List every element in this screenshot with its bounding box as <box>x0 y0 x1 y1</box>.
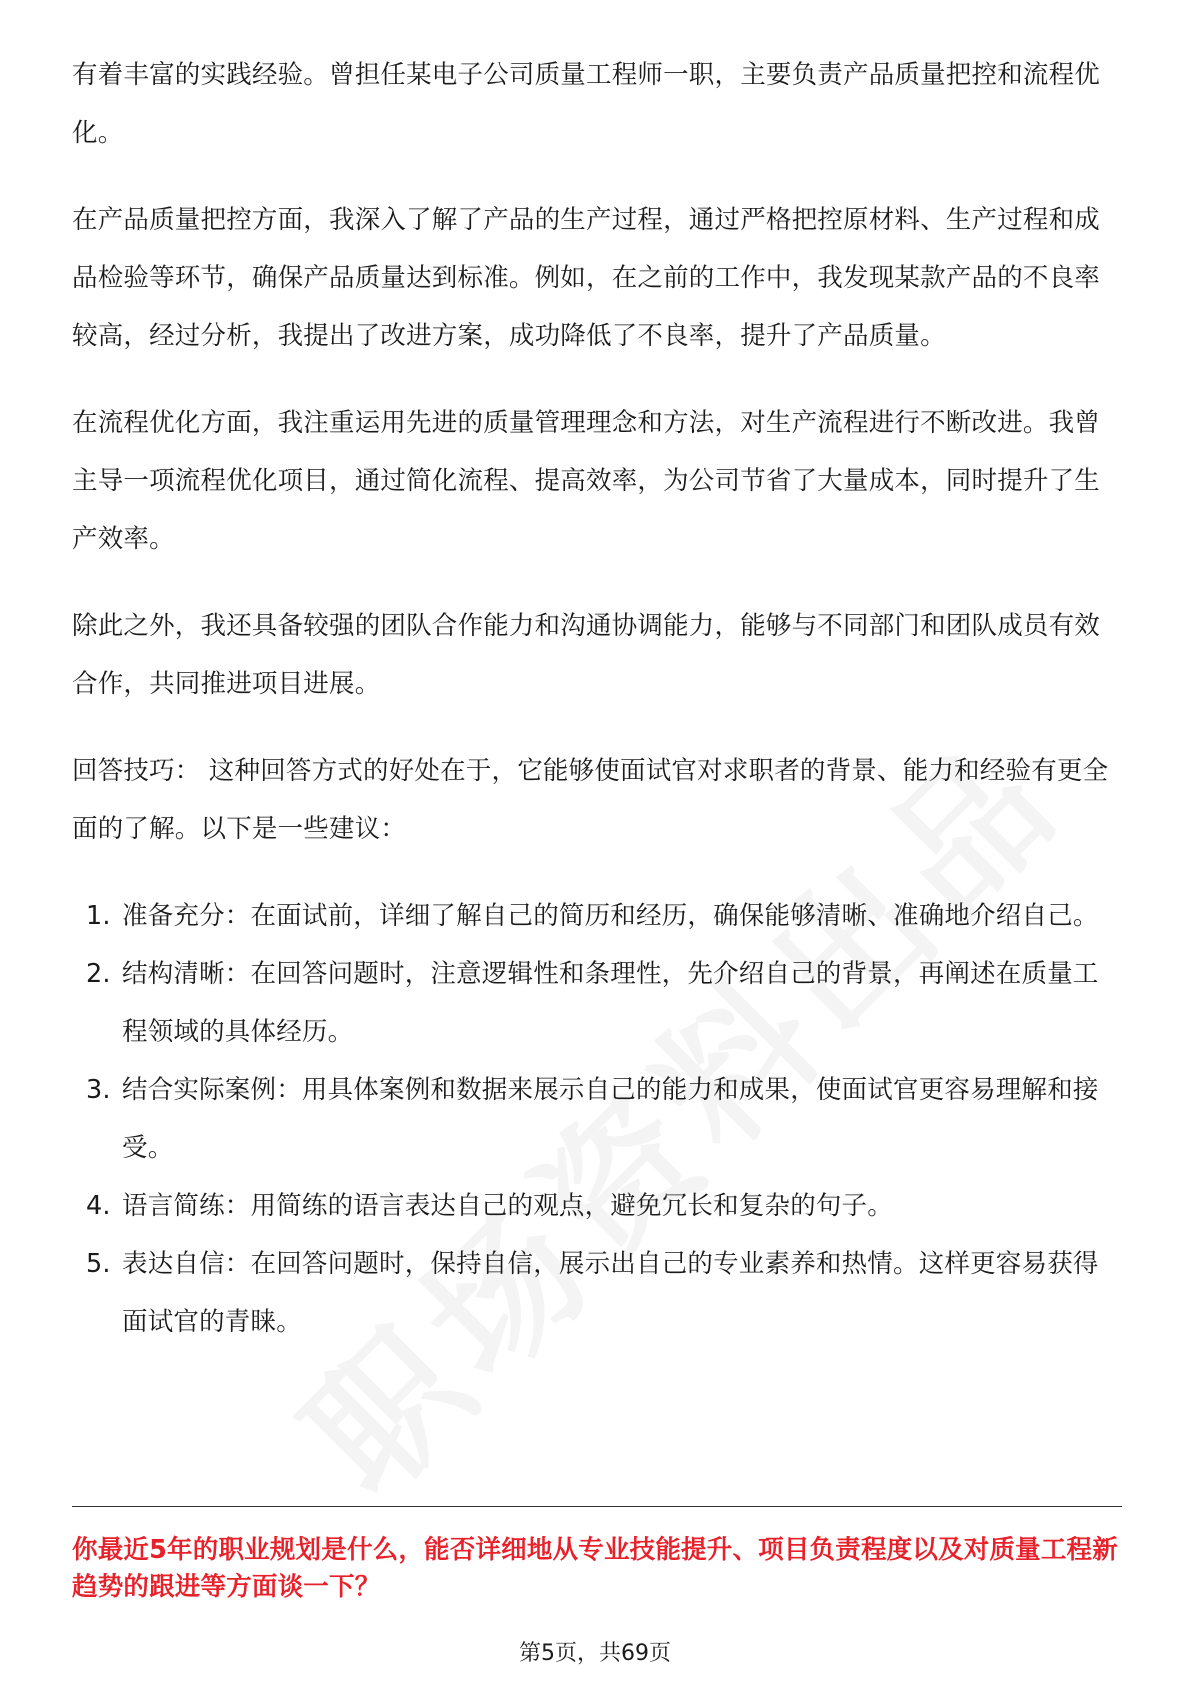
tips-list <box>72 887 1122 1351</box>
paragraph-answer-tips: 回答技巧： 这种回答方式的好处在于，它能够使面试官对求职者的背景、能力和经验有更全面的了解。以下是一些建议： <box>72 756 1109 844</box>
paragraph-experience: 有着丰富的实践经验。曾担任某电子公司质量工程师一职，主要负责产品质量把控和流程优化。 <box>72 60 1101 148</box>
list-item-text: 结构清晰：在回答问题时，注意逻辑性和条理性，先介绍自己的背景，再阐述在质量工程领域的具体经历。 <box>122 959 1099 1047</box>
paragraph-teamwork: 除此之外，我还具备较强的团队合作能力和沟通协调能力，能够与不同部门和团队成员有效合作，共同推进项目进展。 <box>72 611 1101 699</box>
list-item-text: 语言简练：用简练的语言表达自己的观点，避免冗长和复杂的句子。 <box>122 1191 894 1221</box>
paragraph-quality-control: 在产品质量把控方面，我深入了解了产品的生产过程，通过严格把控原材料、生产过程和成品检验等环节，确保产品质量达到标准。例如，在之前的工作中，我发现某款产品的不良率较高，经过分析，我提出了改进方案，成功降低了不良率，提升了产品质量。 <box>72 205 1101 351</box>
list-item-number: 4. <box>86 1191 111 1221</box>
list-item-number: 1. <box>86 901 111 931</box>
list-item <box>72 945 1122 1061</box>
answer-body <box>72 46 1122 1351</box>
page-number: 第5页，共69页 <box>519 1641 671 1666</box>
list-item-text: 表达自信：在回答问题时，保持自信，展示出自己的专业素养和热情。这样更容易获得面试官的青睐。 <box>122 1249 1099 1337</box>
list-item-number: 2. <box>86 959 111 989</box>
next-question-heading: 你最近5年的职业规划是什么，能否详细地从专业技能提升、项目负责程度以及对质量工程新趋势的跟进等方面谈一下？ <box>72 1535 1118 1602</box>
list-item-number: 5. <box>86 1249 111 1279</box>
list-item-text: 准备充分：在面试前，详细了解自己的简历和经历，确保能够清晰、准确地介绍自己。 <box>122 901 1099 931</box>
section-divider <box>72 1506 1122 1507</box>
list-item-number: 3. <box>86 1075 111 1105</box>
list-item <box>72 1061 1122 1177</box>
list-item <box>72 1235 1122 1351</box>
list-item-text: 结合实际案例：用具体案例和数据来展示自己的能力和成果，使面试官更容易理解和接受。 <box>122 1075 1099 1163</box>
paragraph-process-optimization: 在流程优化方面，我注重运用先进的质量管理理念和方法，对生产流程进行不断改进。我曾主导一项流程优化项目，通过简化流程、提高效率，为公司节省了大量成本，同时提升了生产效率。 <box>72 408 1101 554</box>
list-item <box>72 887 1122 945</box>
list-item <box>72 1177 1122 1235</box>
